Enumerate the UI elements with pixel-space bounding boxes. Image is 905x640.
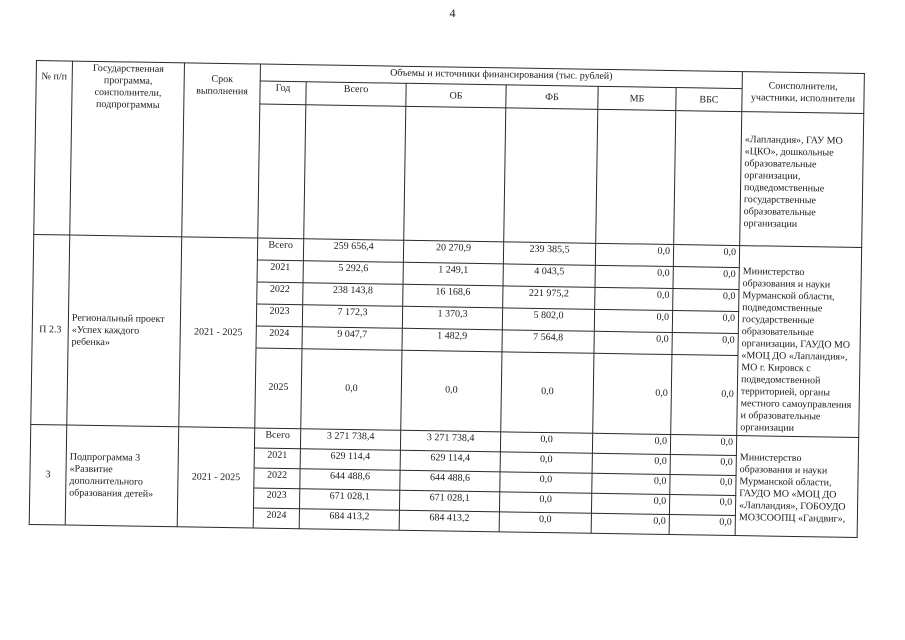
header-mb: МБ xyxy=(598,86,676,110)
cell-fb: 0,0 xyxy=(500,432,592,453)
cell-year: 2025 xyxy=(255,348,302,429)
cell-total: 238 143,8 xyxy=(303,283,403,307)
cell-mb: 0,0 xyxy=(593,353,672,434)
cell-year: 2022 xyxy=(257,282,303,305)
cell-mb: 0,0 xyxy=(592,433,670,454)
cell-total: 671 028,1 xyxy=(299,489,399,511)
header-num: № п/п xyxy=(34,61,73,236)
cell-total: 0,0 xyxy=(301,348,402,430)
section-participants: Министерство образования и науки Мурманской области, подведомственные государственные образовательные организации, ГАУДО МО «МОЦ ДО «Лапландия», МО г. Кировск с подведомственной территорией, органы местного самоуправления и образовательные организации xyxy=(737,246,862,438)
section-term: 2021 - 2025 xyxy=(179,237,258,428)
header-program: Государственная программа, соисполнители, подпрограммы xyxy=(70,61,185,237)
cell-fb: 221 975,2 xyxy=(503,286,595,309)
cell-mb: 0,0 xyxy=(595,265,673,288)
blank-cell xyxy=(404,106,506,242)
header-term: Срок выполнения xyxy=(182,63,261,238)
cell-total: 3 271 738,4 xyxy=(300,429,400,451)
header-ob: ОБ xyxy=(406,83,506,108)
blank-cell xyxy=(504,108,598,243)
cell-vbs: 0,0 xyxy=(671,354,738,435)
cell-mb: 0,0 xyxy=(592,453,670,474)
cell-mb: 0,0 xyxy=(594,309,672,332)
cell-year: 2021 xyxy=(257,260,303,283)
cell-ob: 644 488,6 xyxy=(400,470,500,492)
cell-year: 2024 xyxy=(253,508,299,529)
cell-total: 7 172,3 xyxy=(302,305,402,329)
section-term: 2021 - 2025 xyxy=(177,427,255,528)
continuation-participants: «Лапландия», ГАУ МО «ЦКО», дошкольные образовательные организации, подведомственные государственные образовательные организации xyxy=(740,112,864,248)
cell-mb: 0,0 xyxy=(594,331,672,354)
cell-mb: 0,0 xyxy=(591,513,669,534)
cell-fb: 239 385,5 xyxy=(503,242,595,265)
section-name: Региональный проект «Успех каждого ребенка» xyxy=(67,235,182,427)
cell-mb: 0,0 xyxy=(592,473,670,494)
cell-vbs: 0,0 xyxy=(670,455,736,476)
cell-vbs: 0,0 xyxy=(672,310,738,333)
cell-total: 259 656,4 xyxy=(303,239,403,263)
cell-vbs: 0,0 xyxy=(672,332,738,355)
cell-year: 2024 xyxy=(256,326,302,349)
page-number: 4 xyxy=(449,6,456,20)
cell-total: 629 114,4 xyxy=(300,449,400,471)
cell-ob: 3 271 738,4 xyxy=(400,430,500,452)
blank-cell xyxy=(258,104,306,239)
blank-cell xyxy=(674,111,742,246)
financing-table-wrapper xyxy=(29,60,865,538)
cell-vbs: 0,0 xyxy=(670,435,736,456)
cell-year: Всего xyxy=(254,428,300,449)
section-num: П 2.3 xyxy=(31,234,70,425)
cell-total: 5 292,6 xyxy=(303,261,403,285)
cell-fb: 0,0 xyxy=(501,352,594,434)
cell-ob: 16 168,6 xyxy=(403,284,503,308)
section-num: 3 xyxy=(29,424,67,525)
cell-vbs: 0,0 xyxy=(673,266,739,289)
cell-year: 2023 xyxy=(253,488,299,509)
blank-cell xyxy=(304,105,406,241)
cell-ob: 20 270,9 xyxy=(403,240,503,264)
cell-vbs: 0,0 xyxy=(673,288,739,311)
cell-mb: 0,0 xyxy=(595,243,673,266)
cell-vbs: 0,0 xyxy=(669,495,735,516)
cell-ob: 1 249,1 xyxy=(403,262,503,286)
cell-year: Всего xyxy=(257,238,303,261)
blank-cell xyxy=(596,109,676,244)
cell-year: 2022 xyxy=(254,468,300,489)
cell-total: 684 413,2 xyxy=(299,509,399,531)
header-funding: Объемы и источники финансирования (тыс. рублей) xyxy=(260,64,742,89)
header-vbs: ВБС xyxy=(676,88,742,112)
cell-year: 2021 xyxy=(254,448,300,469)
cell-ob: 684 413,2 xyxy=(399,510,499,532)
cell-vbs: 0,0 xyxy=(670,475,736,496)
header-total: Всего xyxy=(306,82,406,107)
cell-fb: 0,0 xyxy=(500,452,592,473)
cell-fb: 0,0 xyxy=(499,492,591,513)
cell-total: 644 488,6 xyxy=(300,469,400,491)
cell-fb: 5 802,0 xyxy=(502,308,594,331)
cell-total: 9 047,7 xyxy=(302,327,402,351)
cell-mb: 0,0 xyxy=(591,493,669,514)
cell-fb: 7 564,8 xyxy=(502,330,594,353)
header-fb: ФБ xyxy=(506,85,598,109)
cell-ob: 671 028,1 xyxy=(399,490,499,512)
cell-vbs: 0,0 xyxy=(669,515,735,536)
cell-fb: 0,0 xyxy=(499,512,591,533)
section-participants: Министерство образования и науки Мурманской области, ГАУДО МО «МОЦ ДО «Лапландия», ГОБОУДО МОЗСООПЦ «Гандвиг», xyxy=(735,436,859,538)
cell-fb: 4 043,5 xyxy=(503,264,595,287)
financing-table xyxy=(29,60,865,538)
section-name: Подпрограмма 3 «Развитие дополнительного образования детей» xyxy=(65,425,179,527)
cell-mb: 0,0 xyxy=(595,287,673,310)
cell-ob: 0,0 xyxy=(401,350,502,432)
cell-year: 2023 xyxy=(256,304,302,327)
cell-ob: 629 114,4 xyxy=(400,450,500,472)
cell-vbs: 0,0 xyxy=(673,245,739,268)
cell-ob: 1 370,3 xyxy=(402,306,502,330)
cell-fb: 0,0 xyxy=(500,472,592,493)
header-participants: Соисполнители, участники, исполнители xyxy=(742,72,865,114)
header-year: Год xyxy=(260,81,306,105)
cell-ob: 1 482,9 xyxy=(402,328,502,352)
